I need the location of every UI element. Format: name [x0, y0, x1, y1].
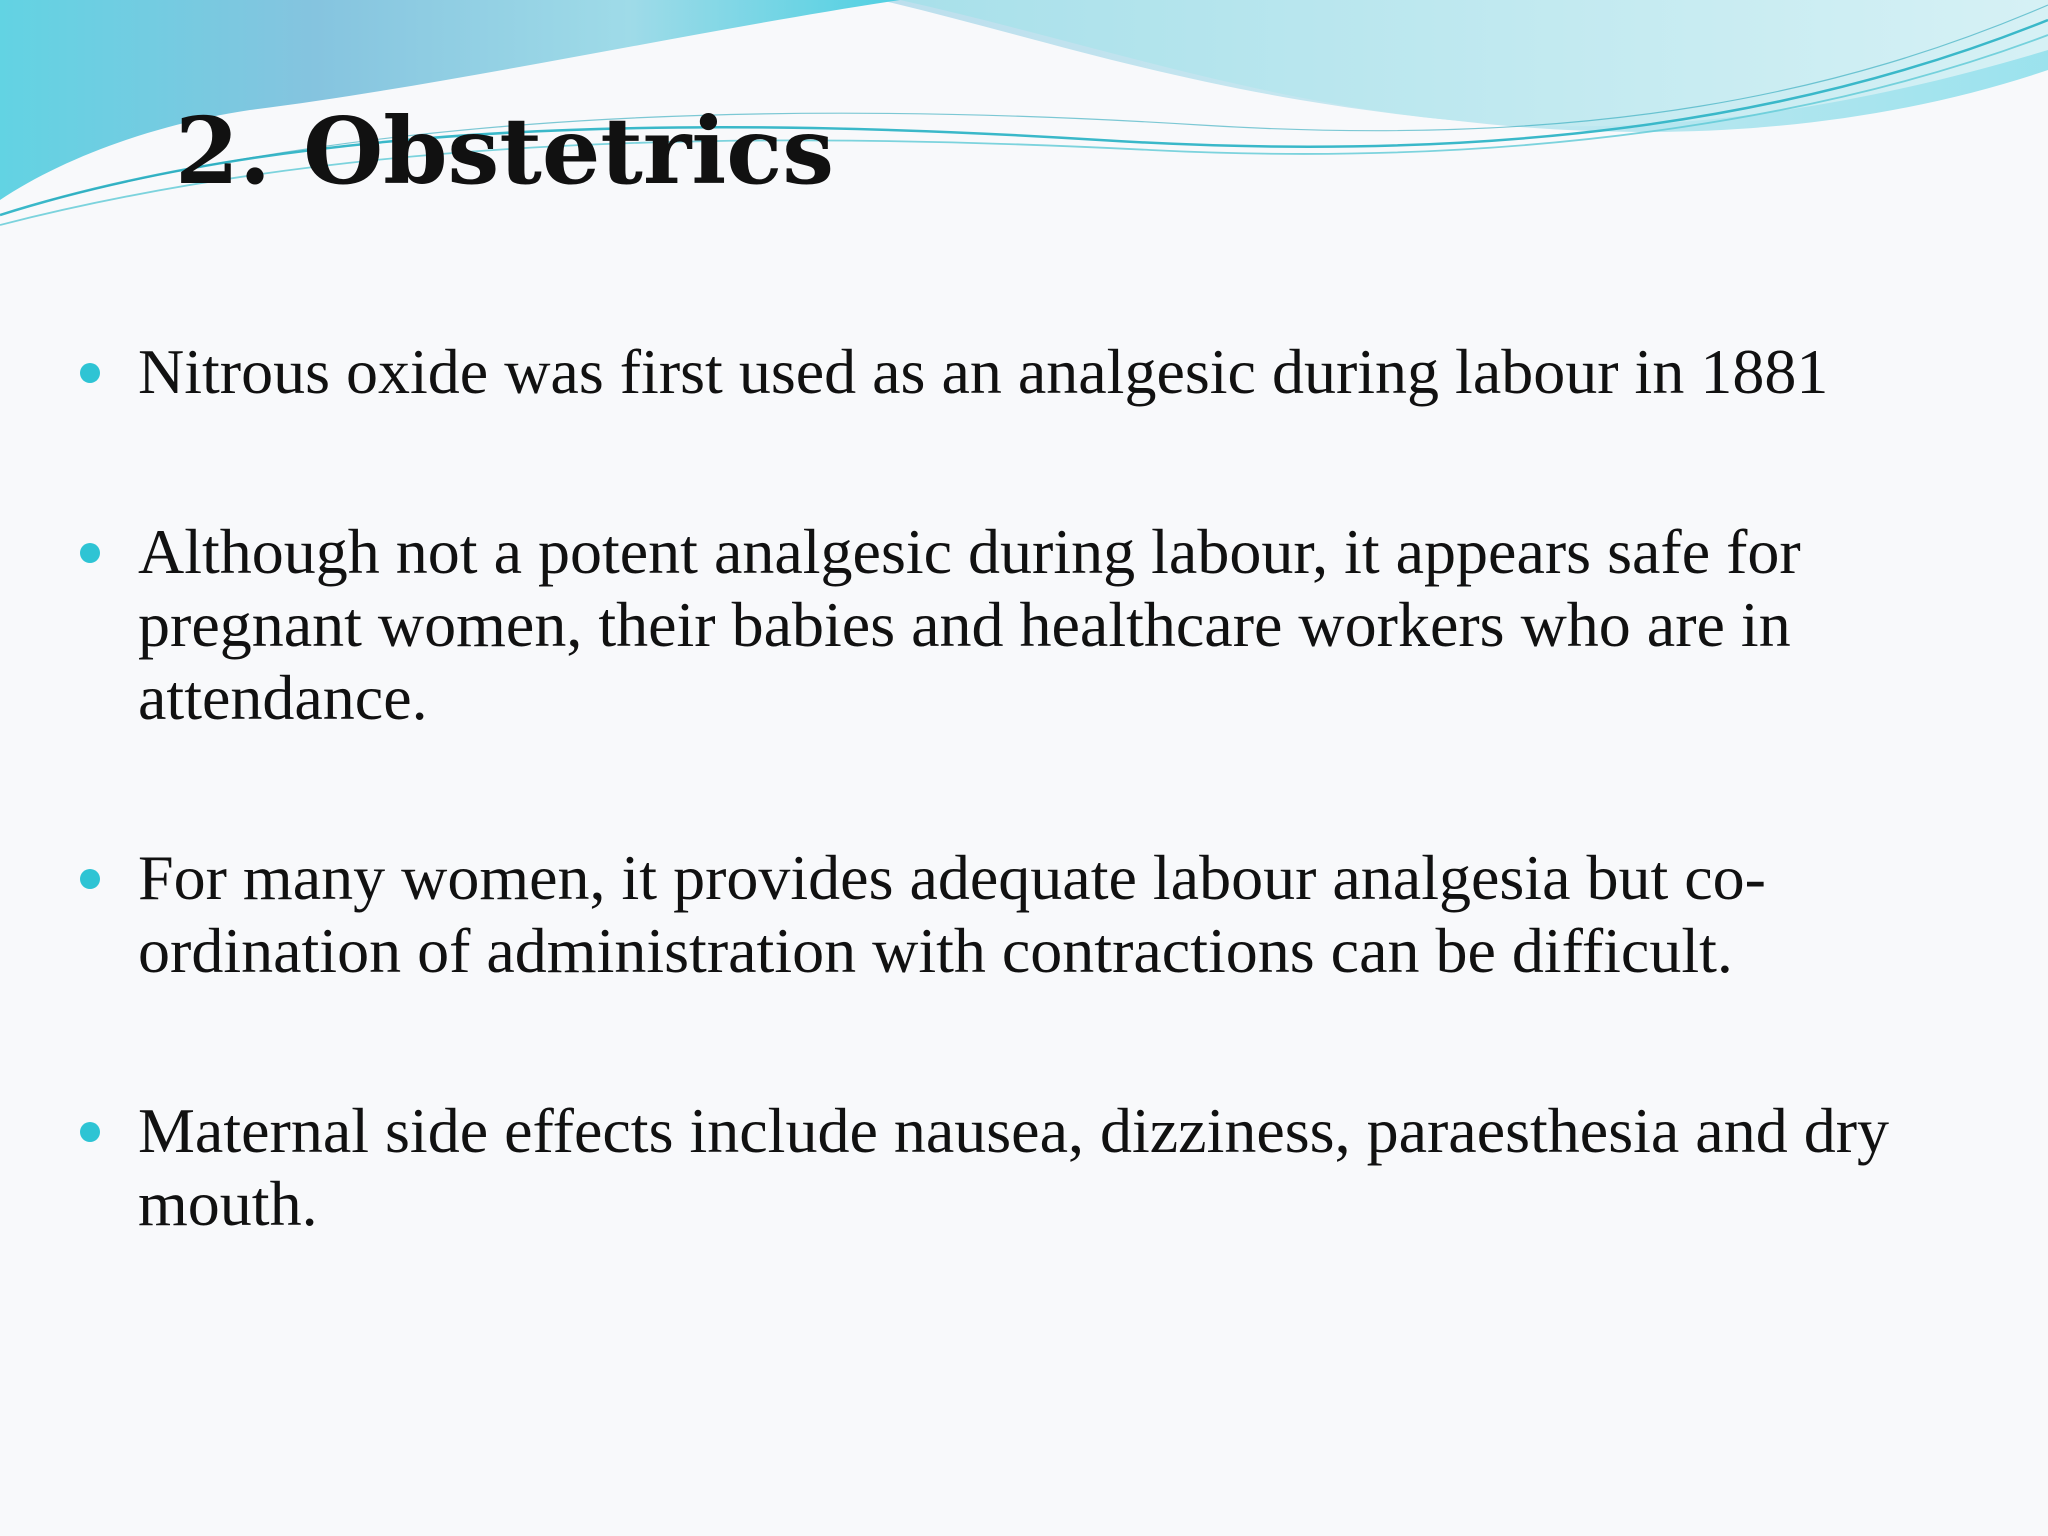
bullet-item	[80, 841, 2000, 987]
bullet-dot-icon	[80, 1122, 100, 1142]
bullet-item	[80, 335, 2000, 408]
bullet-text: Maternal side effects include nausea, dizziness, paraesthesia and dry mouth.	[138, 1095, 1889, 1239]
bullet-item	[80, 1094, 2000, 1240]
bullet-dot-icon	[80, 869, 100, 889]
bullet-text: Nitrous oxide was first used as an analgesic during labour in 1881	[138, 336, 1829, 407]
bullet-dot-icon	[80, 543, 100, 563]
bullet-text: For many women, it provides adequate labour analgesia but co-ordination of administration with contractions can be difficult.	[138, 842, 1766, 986]
bullet-item	[80, 515, 2000, 734]
slide-title: 2. Obstetrics	[175, 97, 835, 205]
bullet-list	[80, 335, 2000, 1240]
bullet-dot-icon	[80, 363, 100, 383]
bullet-text: Although not a potent analgesic during labour, it appears safe for pregnant women, their babies and healthcare workers who are in attendance.	[138, 516, 1801, 733]
